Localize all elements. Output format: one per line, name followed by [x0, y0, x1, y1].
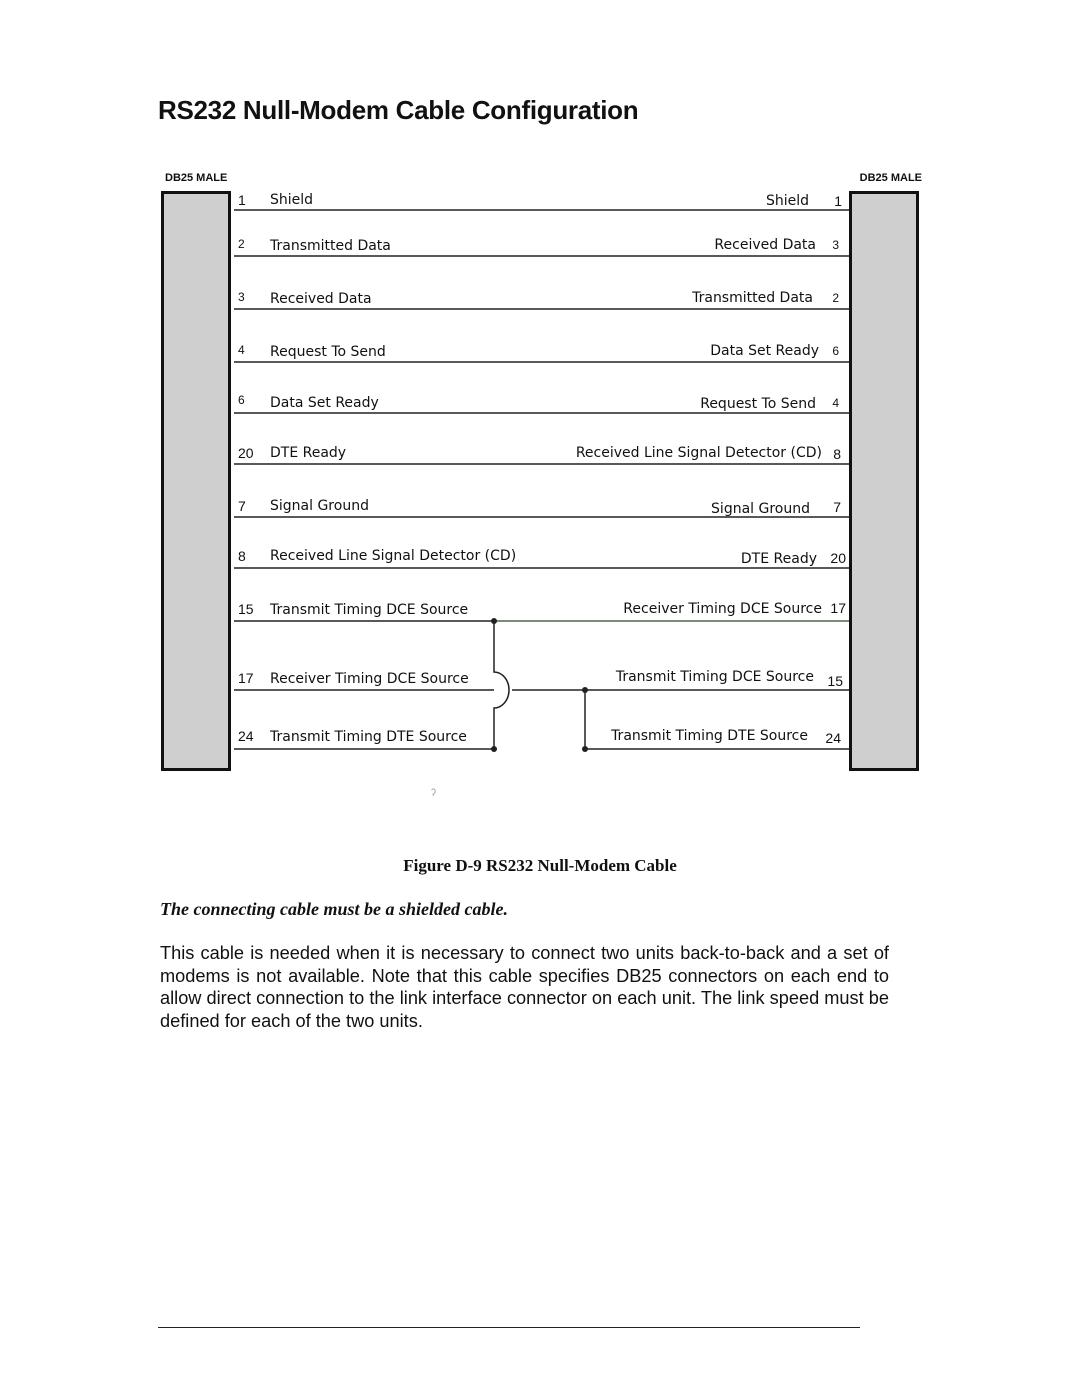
- junction-dot: [582, 746, 588, 752]
- left-signal-label: Signal Ground: [270, 498, 369, 514]
- left-signal-label: Transmitted Data: [270, 238, 391, 254]
- shielded-cable-note: The connecting cable must be a shielded cable.: [160, 899, 508, 919]
- stray-mark: ʔ: [431, 788, 436, 799]
- right-signal-label: Request To Send: [700, 396, 816, 412]
- right-connector-label: DB25 MALE: [859, 172, 922, 184]
- right-signal-label: Transmit Timing DCE Source: [615, 669, 814, 685]
- left-pin-number: 20: [238, 445, 254, 461]
- right-pin-number: 24: [825, 730, 841, 746]
- right-signal-label: Transmit Timing DTE Source: [611, 728, 808, 744]
- left-pin-number: 4: [238, 343, 245, 357]
- wire-10-crossover: [494, 622, 509, 749]
- left-pin-number: 2: [238, 237, 245, 251]
- junction-dot: [491, 618, 497, 624]
- right-pin-number: 8: [833, 446, 841, 462]
- left-signal-label: Transmit Timing DCE Source: [270, 602, 469, 618]
- right-pin-number: 2: [832, 291, 839, 305]
- right-signal-label: Shield: [765, 193, 809, 209]
- left-signal-label: Transmit Timing DTE Source: [270, 729, 467, 745]
- right-signal-label: Transmitted Data: [692, 290, 813, 306]
- right-signal-label: DTE Ready: [740, 551, 817, 567]
- left-pin-number: 6: [238, 393, 245, 407]
- right-pin-number: 4: [832, 396, 839, 410]
- left-signal-label: Data Set Ready: [270, 395, 379, 411]
- right-signal-label: Received Data: [714, 237, 816, 253]
- right-pin-number: 17: [830, 600, 846, 616]
- right-signal-label: Receiver Timing DCE Source: [623, 601, 822, 617]
- left-signal-label: Received Data: [270, 291, 372, 307]
- left-signal-label: Request To Send: [270, 344, 386, 360]
- right-pin-number: 15: [827, 673, 843, 689]
- page-title: RS232 Null-Modem Cable Configuration: [158, 95, 639, 125]
- left-pin-number: 17: [238, 670, 254, 686]
- figure-caption: Figure D-9 RS232 Null-Modem Cable: [403, 856, 677, 875]
- left-pin-number: 7: [238, 498, 246, 514]
- left-signal-label: Received Line Signal Detector (CD): [270, 548, 517, 564]
- junction-dot: [491, 746, 497, 752]
- right-signal-label: Data Set Ready: [710, 343, 819, 359]
- left-signal-label: Shield: [270, 192, 314, 208]
- right-pin-number: 1: [834, 193, 842, 209]
- body-paragraph: This cable is needed when it is necessary to connect two units back-to-back and a set of modems is not available. Note that this cable specifies DB25 connectors on each end to allow direct connection to the link interface connector on each unit. The link speed must be defined for each of the two units.: [160, 943, 889, 1031]
- right-signal-label: Signal Ground: [711, 501, 810, 517]
- left-pin-number: 3: [238, 290, 245, 304]
- left-pin-number: 15: [238, 601, 254, 617]
- right-pin-number: 6: [832, 344, 839, 358]
- left-signal-label: Receiver Timing DCE Source: [270, 671, 469, 687]
- left-pin-number: 1: [238, 192, 246, 208]
- right-pin-number: 20: [830, 550, 846, 566]
- left-connector-label: DB25 MALE: [165, 172, 228, 184]
- right-signal-label: Received Line Signal Detector (CD): [575, 445, 822, 461]
- left-pin-number: 24: [238, 728, 254, 744]
- right-pin-number: 3: [832, 238, 839, 252]
- footer-rule: [158, 1327, 860, 1328]
- left-signal-label: DTE Ready: [270, 445, 347, 461]
- junction-dot: [582, 687, 588, 693]
- left-pin-number: 8: [238, 548, 246, 564]
- right-pin-number: 7: [833, 499, 841, 515]
